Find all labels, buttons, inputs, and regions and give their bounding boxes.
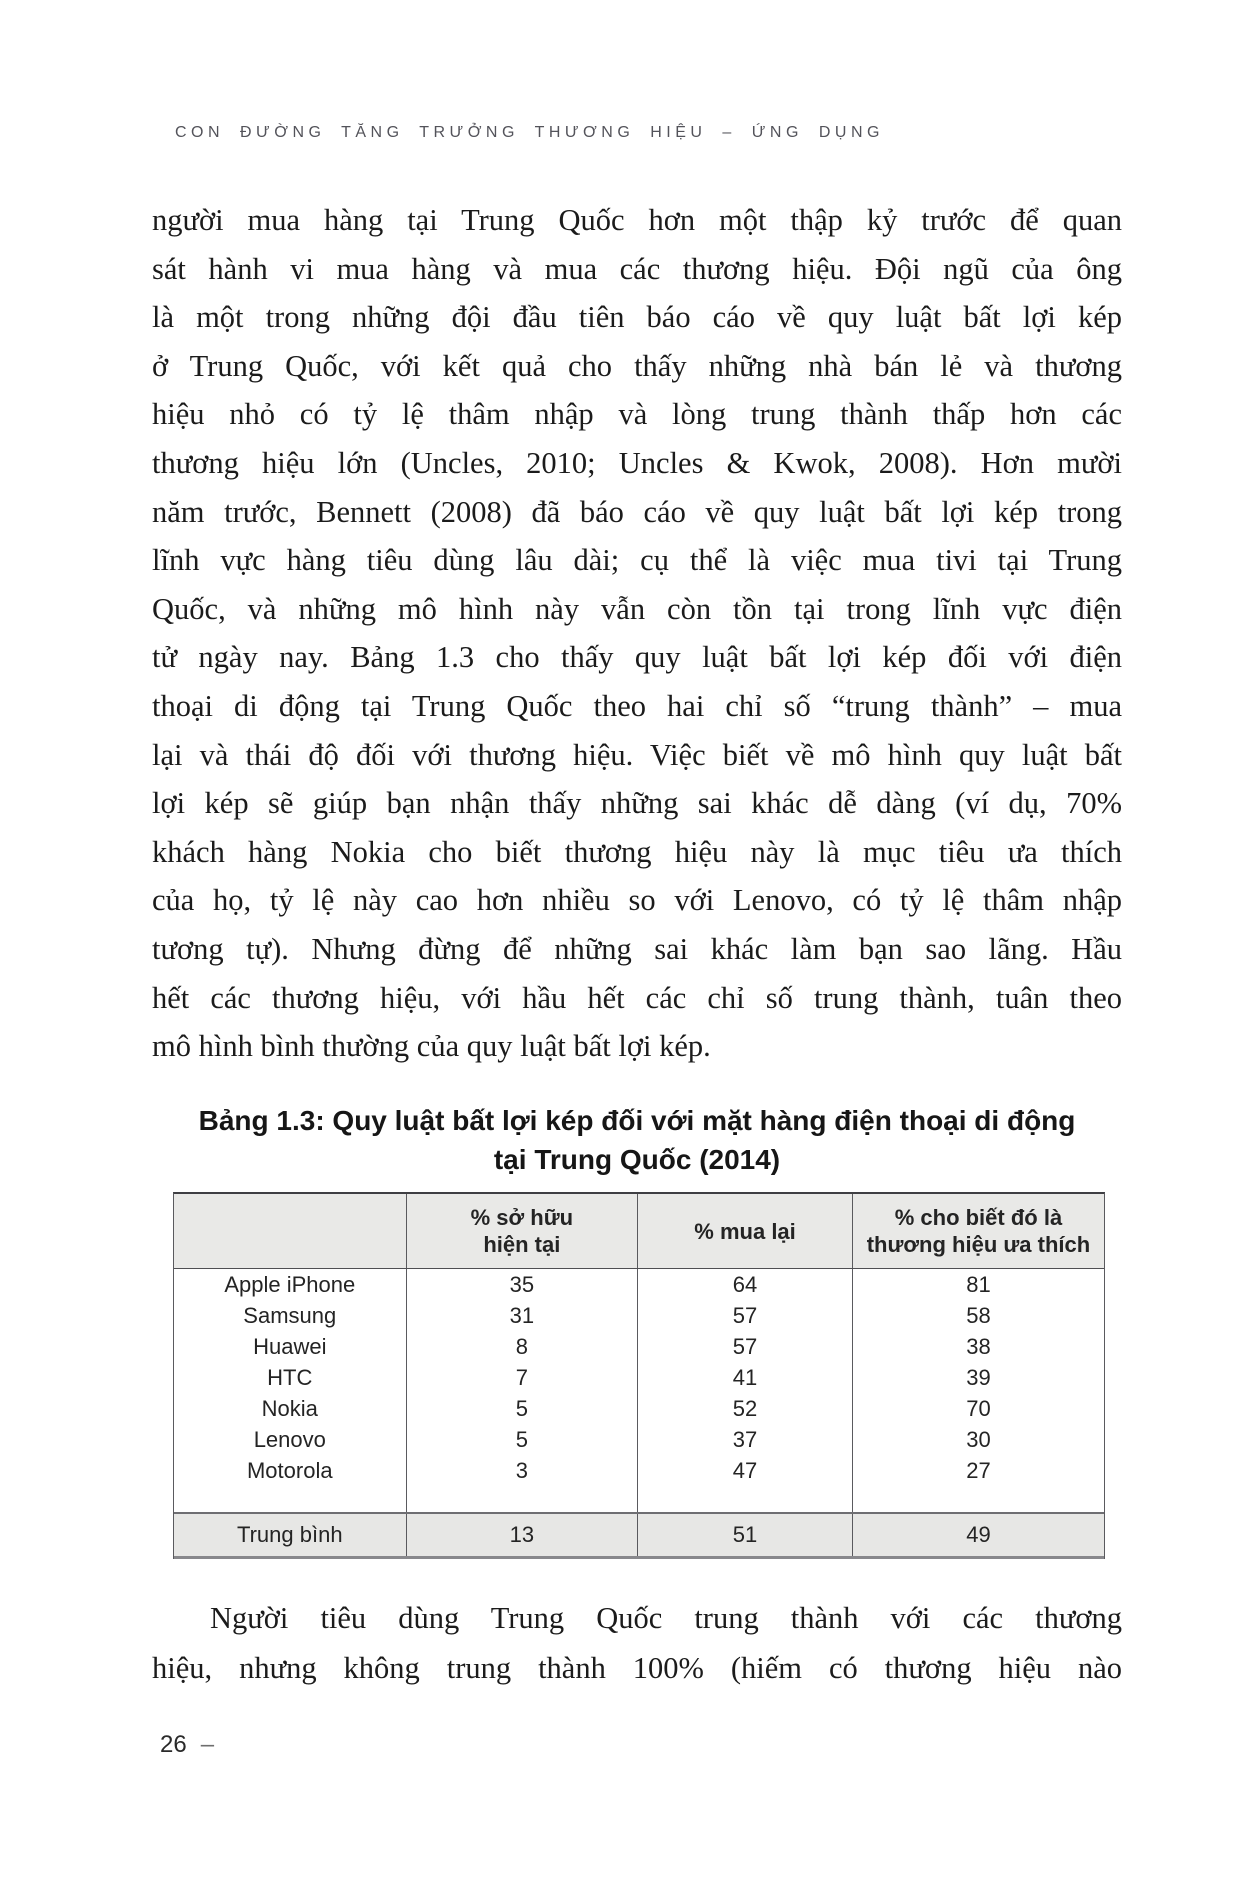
cell-repurchase: 47 (637, 1455, 852, 1486)
cell-favorite: 38 (852, 1331, 1104, 1362)
text-line: tương tự). Nhưng đừng để những sai khác làm bạn sao lãng. Hầu (152, 931, 1122, 966)
cell-own: 31 (406, 1300, 638, 1331)
text-line: năm trước, Bennett (2008) đã báo cáo về quy luật bất lợi kép trong (152, 494, 1122, 529)
cell-favorite: 39 (852, 1362, 1104, 1393)
cell-brand: Nokia (261, 1395, 318, 1421)
text-line: là một trong những đội đầu tiên báo cáo về quy luật bất lợi kép (152, 300, 1122, 335)
table-row (174, 1269, 1104, 1300)
cell-repurchase: 52 (637, 1393, 852, 1424)
paragraph-bottom (152, 1593, 1122, 1693)
text-line: lợi kép sẽ giúp bạn nhận thấy những sai khác dễ dàng (ví dụ, 70% (152, 786, 1122, 821)
cell-own: 5 (406, 1393, 638, 1424)
paragraph-main (152, 196, 1122, 1071)
cell-repurchase: 64 (637, 1269, 852, 1300)
text-line: của họ, tỷ lệ này cao hơn nhiều so với Lenovo, có tỷ lệ thâm nhập (152, 883, 1122, 918)
text-line: Quốc, và những mô hình này vẫn còn tồn tại trong lĩnh vực điện (152, 591, 1122, 626)
cell-repurchase: 41 (637, 1362, 852, 1393)
text-line: lại và thái độ đối với thương hiệu. Việc biết về mô hình quy luật bất (152, 737, 1122, 772)
cell-own: 3 (406, 1455, 638, 1486)
table-caption-line-1: Bảng 1.3: Quy luật bất lợi kép đối với mặt hàng điện thoại di động (198, 1105, 1076, 1136)
text-line: hết các thương hiệu, với hầu hết các chỉ số trung thành, tuân theo (152, 980, 1122, 1015)
cell-brand: Samsung (243, 1302, 337, 1328)
table-caption-line-2: tại Trung Quốc (2014) (493, 1144, 781, 1175)
cell-repurchase: 57 (637, 1300, 852, 1331)
text-line: ở Trung Quốc, với kết quả cho thấy những nhà bán lẻ và thương (152, 348, 1122, 383)
page-number-dash: – (200, 1731, 215, 1758)
table-row (174, 1455, 1104, 1486)
cell-favorite: 70 (852, 1393, 1104, 1424)
table-row (174, 1300, 1104, 1331)
table-row (174, 1393, 1104, 1424)
footer-cell-favorite: 49 (852, 1514, 1104, 1556)
text-line: thoại di động tại Trung Quốc theo hai chỉ số “trung thành” – mua (152, 688, 1122, 723)
text-line: Người tiêu dùng Trung Quốc trung thành với các thương (210, 1601, 1122, 1635)
header-cell-repurchase: % mua lại (637, 1194, 852, 1268)
cell-favorite: 30 (852, 1424, 1104, 1455)
data-table (173, 1192, 1105, 1559)
cell-own: 5 (406, 1424, 638, 1455)
cell-brand: HTC (267, 1364, 313, 1390)
cell-brand: Huawei (253, 1333, 327, 1359)
text-line: tử ngày nay. Bảng 1.3 cho thấy quy luật bất lợi kép đối với điện (152, 640, 1122, 675)
footer-cell-repurchase: 51 (637, 1514, 852, 1556)
cell-own: 7 (406, 1362, 638, 1393)
table-caption (152, 1101, 1122, 1179)
header-cell-own: % sở hữu hiện tại (406, 1194, 638, 1268)
header-cell-brand (174, 1194, 406, 1268)
table-row (174, 1331, 1104, 1362)
table-header-row (174, 1194, 1104, 1269)
cell-repurchase: 57 (637, 1331, 852, 1362)
cell-favorite: 27 (852, 1455, 1104, 1486)
table-spacer-row (174, 1486, 1104, 1512)
cell-favorite: 81 (852, 1269, 1104, 1300)
cell-favorite: 58 (852, 1300, 1104, 1331)
cell-brand: Apple iPhone (224, 1271, 356, 1297)
text-line: khách hàng Nokia cho biết thương hiệu này là mục tiêu ưa thích (152, 834, 1122, 869)
cell-own: 8 (406, 1331, 638, 1362)
footer-cell-own: 13 (406, 1514, 638, 1556)
page-number-value: 26 (160, 1731, 187, 1758)
cell-repurchase: 37 (637, 1424, 852, 1455)
running-head: CON ĐƯỜNG TĂNG TRƯỞNG THƯƠNG HIỆU – ỨNG DỤNG (175, 124, 884, 141)
text-line: mô hình bình thường của quy luật bất lợi kép. (152, 1029, 711, 1064)
footer-cell-label: Trung bình (236, 1522, 343, 1547)
page-number (160, 1731, 214, 1759)
cell-brand: Lenovo (253, 1426, 326, 1452)
text-line: hiệu nhỏ có tỷ lệ thâm nhập và lòng trung thành thấp hơn các (152, 397, 1122, 432)
cell-own: 35 (406, 1269, 638, 1300)
header-cell-favorite: % cho biết đó là thương hiệu ưa thích (852, 1194, 1104, 1268)
table-row (174, 1362, 1104, 1393)
table-footer-row (174, 1512, 1104, 1559)
table-row (174, 1424, 1104, 1455)
cell-brand: Motorola (246, 1457, 333, 1483)
text-line: hiệu, nhưng không trung thành 100% (hiếm có thương hiệu nào (152, 1651, 1122, 1685)
text-line: thương hiệu lớn (Uncles, 2010; Uncles & Kwok, 2008). Hơn mười (152, 445, 1122, 480)
text-line: người mua hàng tại Trung Quốc hơn một thập kỷ trước để quan (152, 203, 1122, 237)
text-line: sát hành vi mua hàng và mua các thương hiệu. Đội ngũ của ông (152, 251, 1122, 286)
text-line: lĩnh vực hàng tiêu dùng lâu dài; cụ thể là việc mua tivi tại Trung (152, 543, 1122, 578)
